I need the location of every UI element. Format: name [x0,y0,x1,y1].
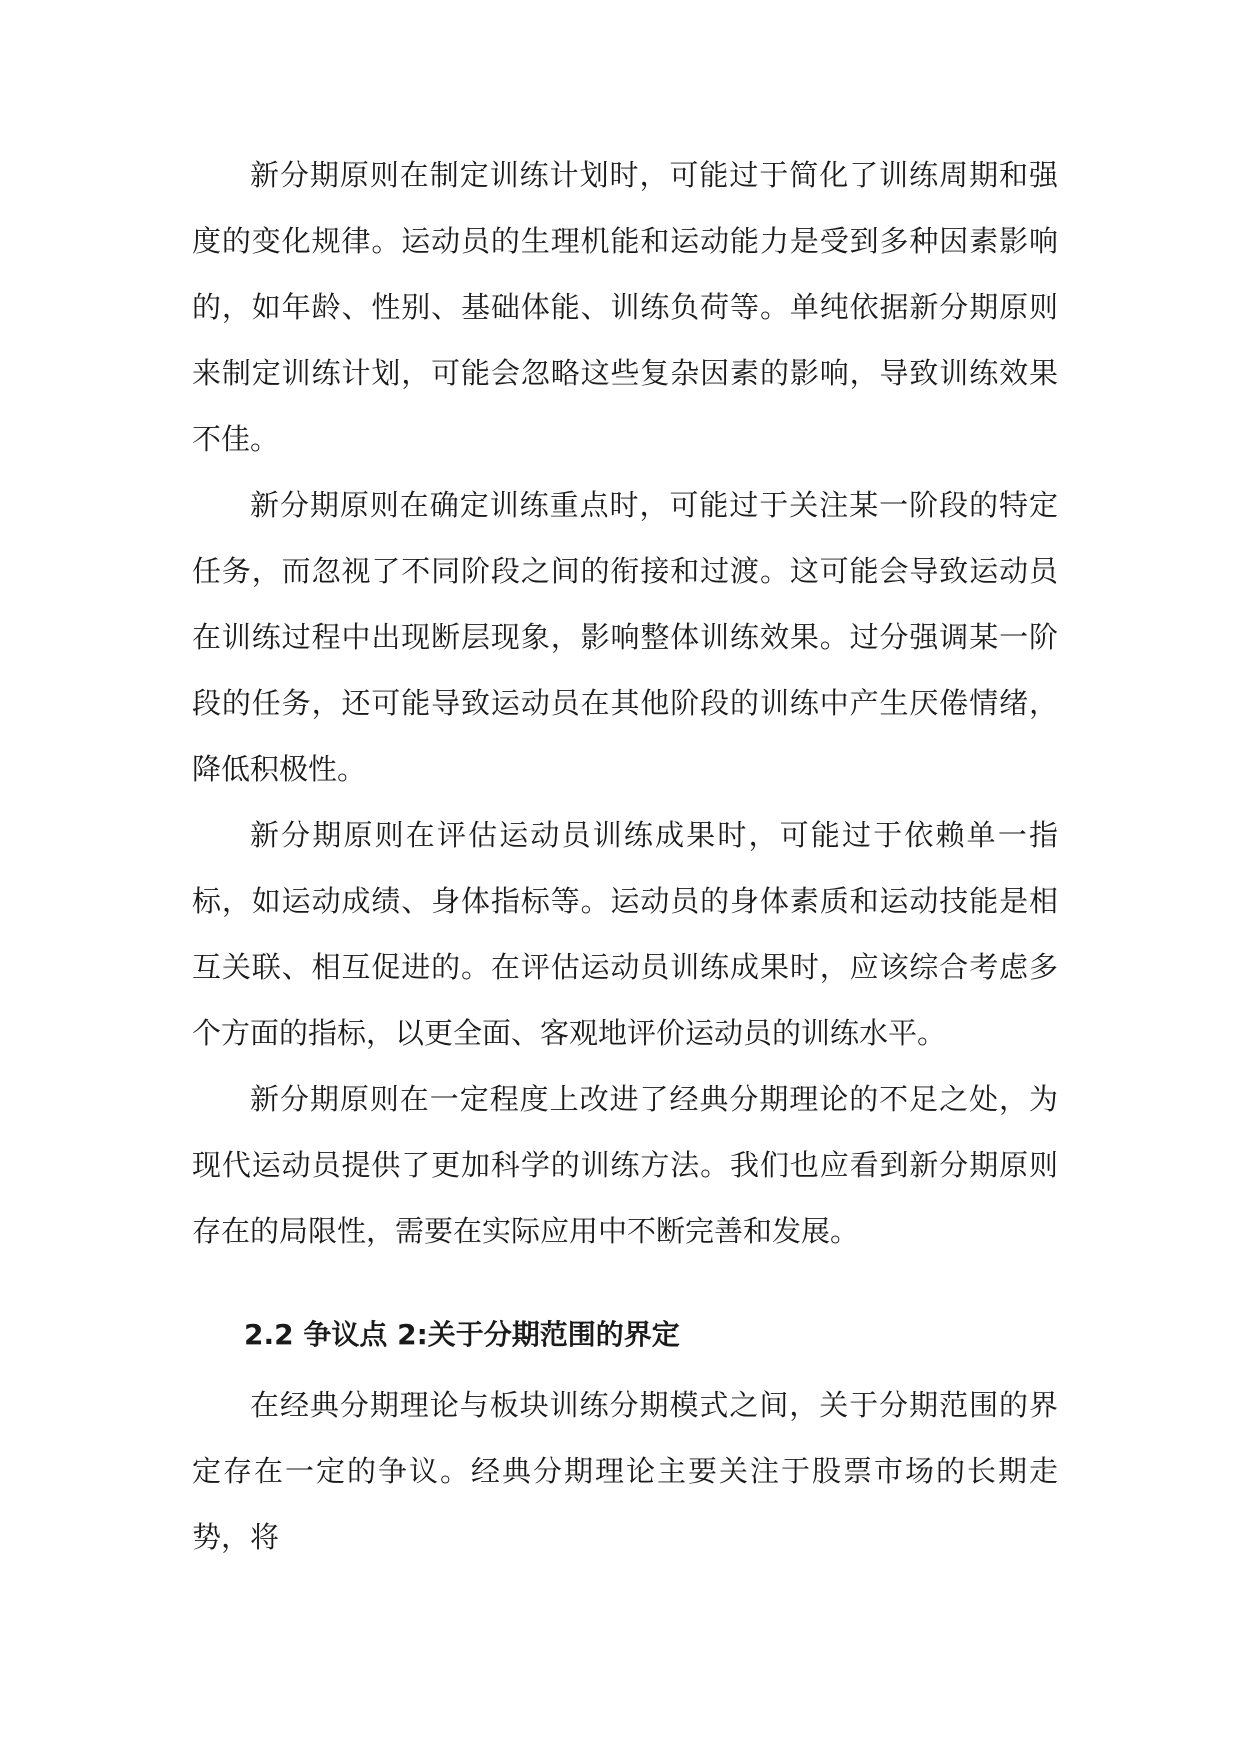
body-paragraph-3: 新分期原则在评估运动员训练成果时，可能过于依赖单一指标，如运动成绩、身体指标等。运动员的身体素质和运动技能是相互关联、相互促进的。在评估运动员训练成果时，应该综合考虑多个方面的指标，以更全面、客观地评价运动员的训练水平。 [192,818,1058,1050]
body-paragraph-2: 新分期原则在确定训练重点时，可能过于关注某一阶段的特定任务，而忽视了不同阶段之间的衔接和过渡。这可能会导致运动员在训练过程中出现断层现象，影响整体训练效果。过分强调某一阶段的任务，还可能导致运动员在其他阶段的训练中产生厌倦情绪，降低积极性。 [192,488,1058,786]
document-page [192,142,1058,1570]
body-paragraph-4: 新分期原则在一定程度上改进了经典分期理论的不足之处，为现代运动员提供了更加科学的训练方法。我们也应看到新分期原则存在的局限性，需要在实际应用中不断完善和发展。 [192,1082,1058,1248]
body-paragraph-1: 新分期原则在制定训练计划时，可能过于简化了训练周期和强度的变化规律。运动员的生理机能和运动能力是受到多种因素影响的，如年龄、性别、基础体能、训练负荷等。单纯依据新分期原则来制定训练计划，可能会忽略这些复杂因素的影响，导致训练效果不佳。 [192,158,1058,456]
section-paragraph-1: 在经典分期理论与板块训练分期模式之间，关于分期范围的界定存在一定的争议。经典分期理论主要关注于股票市场的长期走势，将 [192,1388,1058,1554]
section-heading: 2.2 争议点 2:关于分期范围的界定 [244,1318,680,1351]
